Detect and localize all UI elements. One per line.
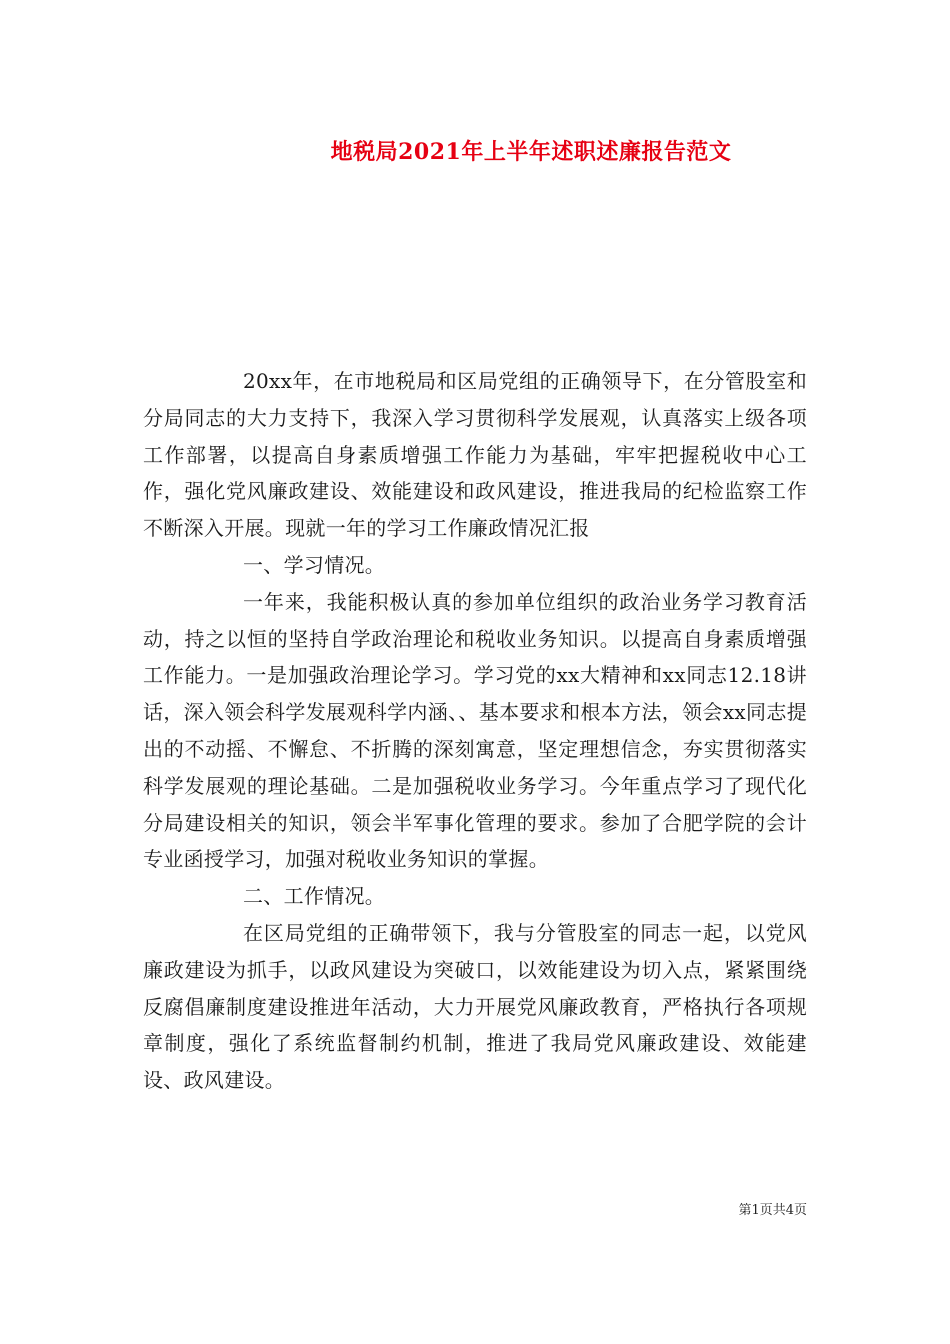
body-paragraph-intro: 20xx年，在市地税局和区局党组的正确领导下，在分管股室和分局同志的大力支持下，我深入学习贯彻科学发展观，认真落实上级各项工作部署，以提高自身素质增强工作能力为基础，牢牢把握税收中心工作，强化党风廉政建设、效能建设和政风建设，推进我局的纪检监察工作不断深入开展。现就一年的学习工作廉政情况汇报	[143, 369, 807, 541]
page-number-footer: 第1页共4页	[738, 1203, 807, 1218]
section-heading-study: 一、学习情况。	[243, 552, 386, 577]
document-title: 地税局2021年上半年述职述廉报告范文	[330, 139, 732, 165]
document-body	[143, 363, 807, 1099]
body-paragraph-study: 一年来，我能积极认真的参加单位组织的政治业务学习教育活动，持之以恒的坚持自学政治理论和税收业务知识。以提高自身素质增强工作能力。一是加强政治理论学习。学习党的xx大精神和xx同志12.18讲话，深入领会科学发展观科学内涵、、基本要求和根本方法，领会xx同志提出的不动摇、不懈怠、不折腾的深刻寓意，坚定理想信念，夯实贯彻落实科学发展观的理论基础。二是加强税收业务学习。今年重点学习了现代化分局建设相关的知识，领会半军事化管理的要求。参加了合肥学院的会计专业函授学习，加强对税收业务知识的掌握。	[143, 589, 807, 872]
section-heading-work: 二、工作情况。	[243, 884, 386, 909]
body-paragraph-work: 在区局党组的正确带领下，我与分管股室的同志一起，以党风廉政建设为抓手，以政风建设为突破口，以效能建设为切入点，紧紧围绕反腐倡廉制度建设推进年活动，大力开展党风廉政教育，严格执行各项规章制度，强化了系统监督制约机制，推进了我局党风廉政建设、效能建设、政风建设。	[143, 920, 807, 1093]
